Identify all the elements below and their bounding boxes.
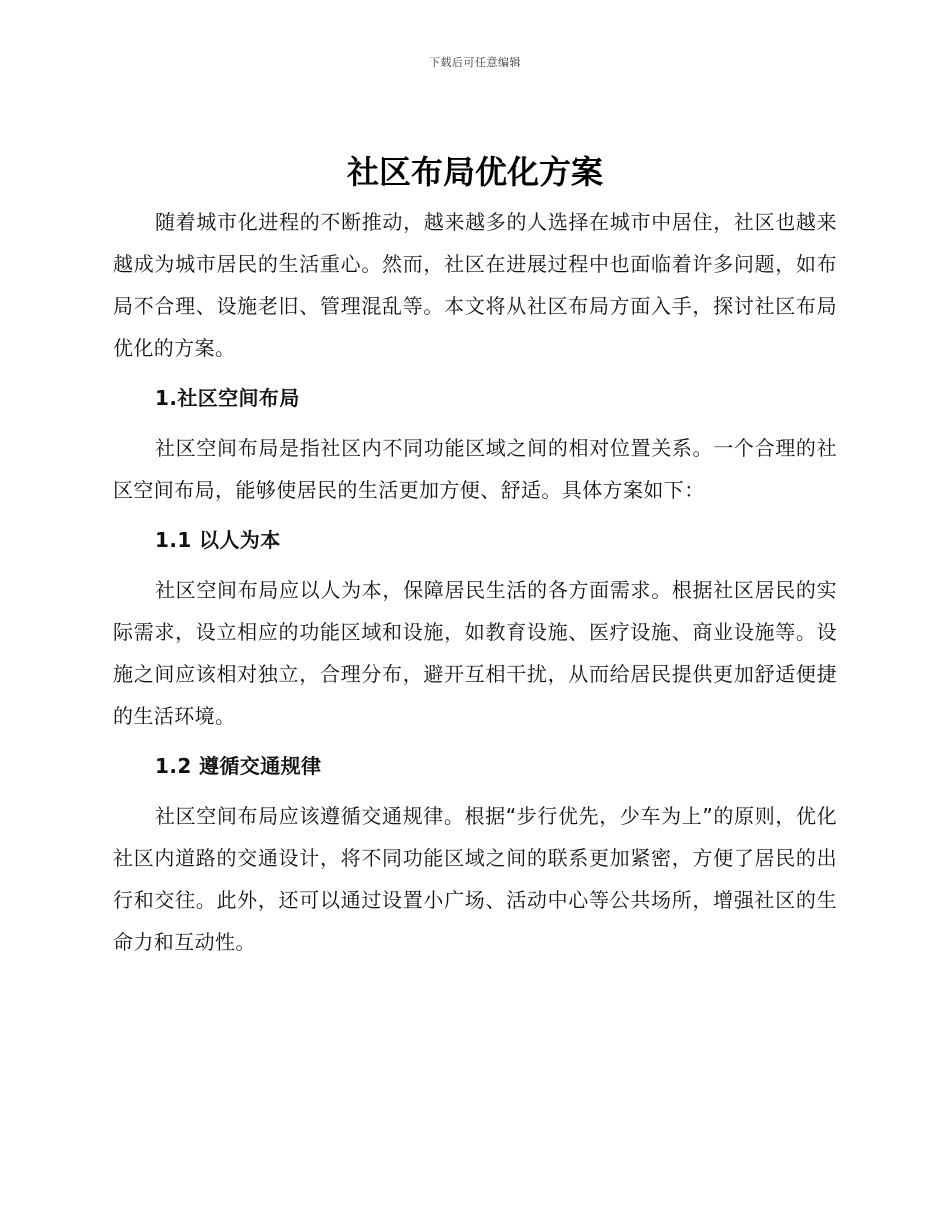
intro-paragraph: 随着城市化进程的不断推动，越来越多的人选择在城市中居住，社区也越来越成为城市居民的生活重心。然而，社区在进展过程中也面临着许多问题，如布局不合理、设施老旧、管理混乱等。本文将从社区布局方面入手，探讨社区布局优化的方案。 [113,210,837,360]
section-1-2-paragraph: 社区空间布局应该遵循交通规律。根据“步行优先，少车为上”的原则，优化社区内道路的交通设计，将不同功能区域之间的联系更加紧密，方便了居民的出行和交往。此外，还可以通过设置小广场、活动中心等公共场所，增强社区的生命力和互动性。 [113,804,837,954]
section-1-1-paragraph: 社区空间布局应以人为本，保障居民生活的各方面需求。根据社区居民的实际需求，设立相应的功能区域和设施，如教育设施、医疗设施、商业设施等。设施之间应该相对独立，合理分布，避开互相干扰，从而给居民提供更加舒适便捷的生活环境。 [113,578,837,728]
document-body [113,201,837,963]
section-heading-1: 1.社区空间布局 [155,386,300,410]
section-heading-1-2: 1.2 遵循交通规律 [155,754,322,778]
document-title: 社区布局优化方案 [346,153,603,191]
section-heading-1-1: 1.1 以人为本 [155,528,281,552]
section-1-paragraph: 社区空间布局是指社区内不同功能区域之间的相对位置关系。一个合理的社区空间布局，能够使居民的生活更加方便、舒适。具体方案如下： [113,436,837,502]
page-header-note: 下载后可任意编辑 [429,56,521,69]
